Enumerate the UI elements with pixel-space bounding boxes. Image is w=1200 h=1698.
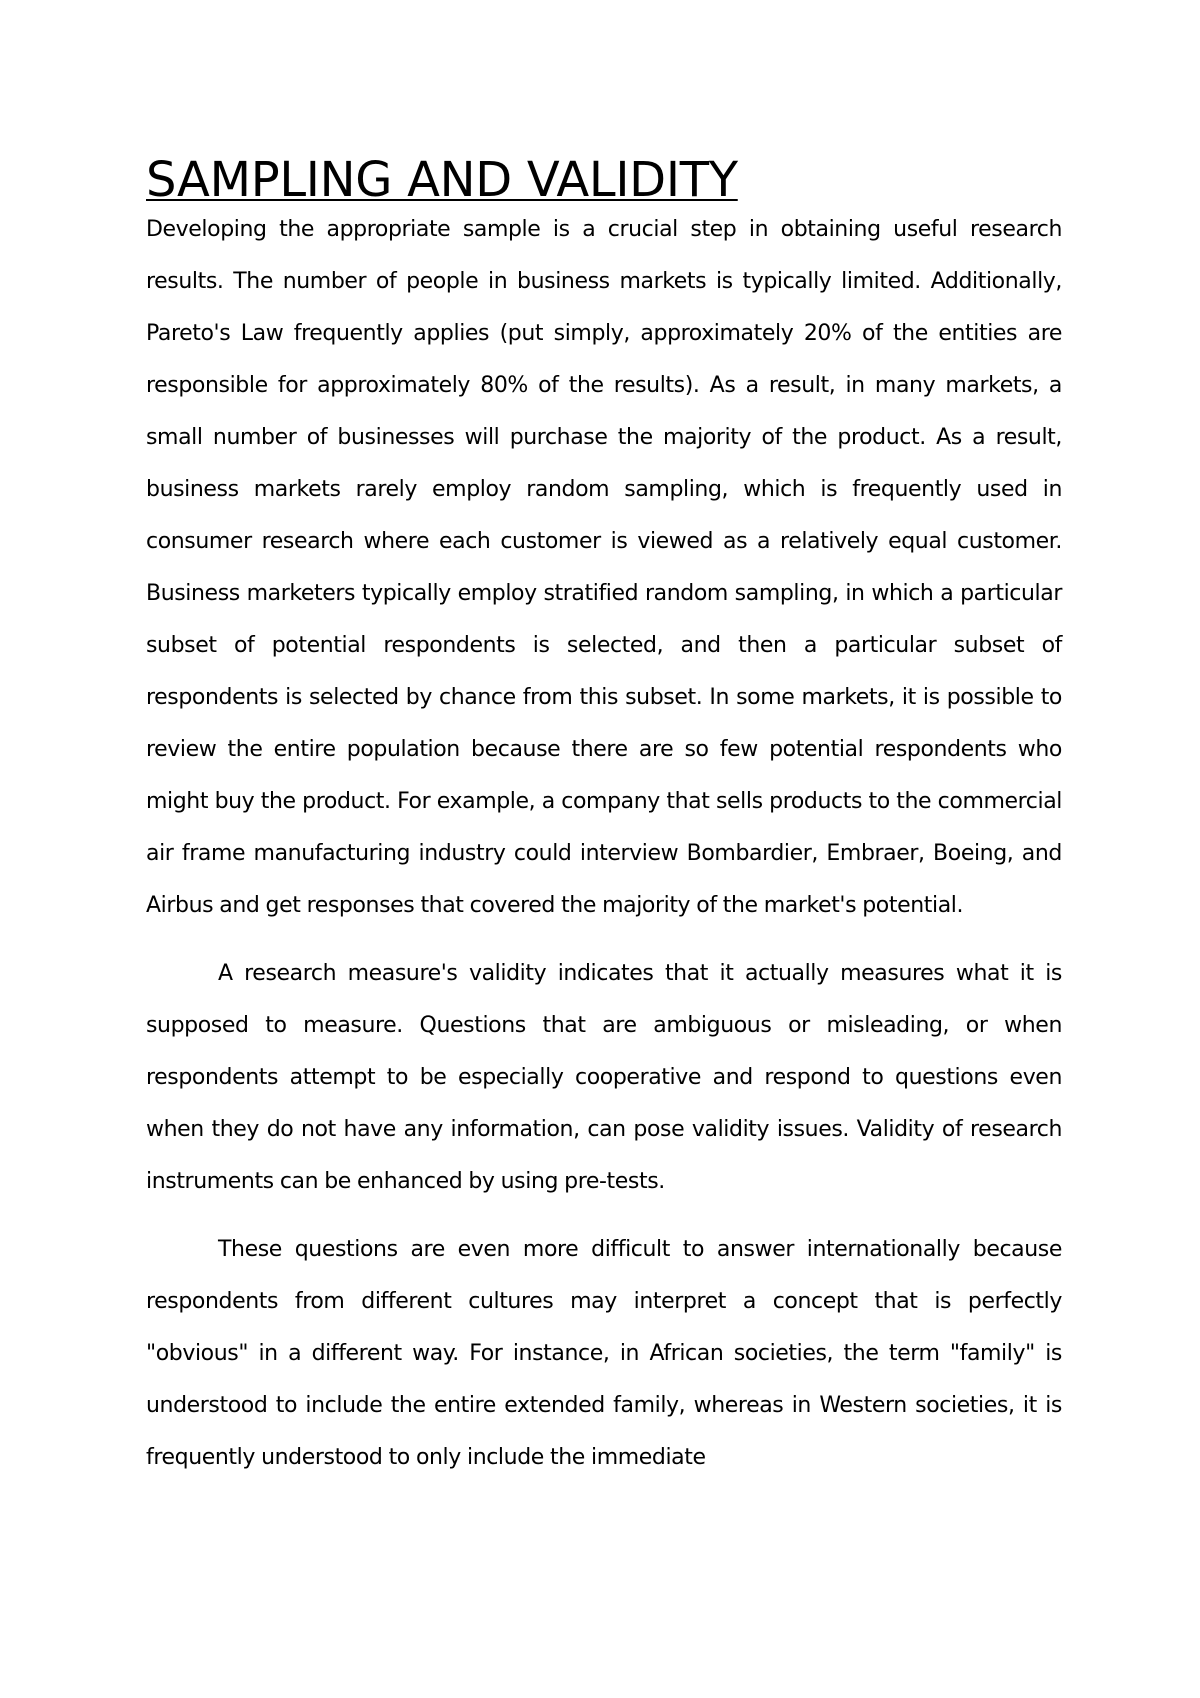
document-title <box>146 150 1062 210</box>
paragraph-validity: A research measure's validity indicates that it actually measures what it is supposed to measure. Questions that are ambiguous or misleading, or when respondents attempt to be especially cooperative and respond to questions even when they do not have any information, can pose validity issues. Validity of research instruments can be enhanced by using pre-tests. <box>146 961 1062 1194</box>
paragraph-sampling: Developing the appropriate sample is a crucial step in obtaining useful research results. The number of people in business markets is typically limited. Additionally, Pareto's Law frequently applies (put simply, approximately 20% of the entities are responsible for approximately 80% of the results). As a result, in many markets, a small number of businesses will purchase the majority of the product. As a result, business markets rarely employ random sampling, which is frequently used in consumer research where each customer is viewed as a relatively equal customer. Business marketers typically employ stratified random sampling, in which a particular subset of potential respondents is selected, and then a particular subset of respondents is selected by chance from this subset. In some markets, it is possible to review the entire population because there are so few potential respondents who might buy the product. For example, a company that sells products to the commercial air frame manufacturing industry could interview Bombardier, Embraer, Boeing, and Airbus and get responses that covered the majority of the market's potential. <box>146 217 1062 918</box>
document-body <box>146 150 1062 1484</box>
document-title-text: SAMPLING AND VALIDITY <box>146 152 738 208</box>
paragraph-international: These questions are even more difficult to answer internationally because respondents from different cultures may interpret a concept that is perfectly "obvious" in a different way. For instance, in African societies, the term "family" is understood to include the entire extended family, whereas in Western societies, it is frequently understood to only include the immediate <box>146 1237 1062 1470</box>
